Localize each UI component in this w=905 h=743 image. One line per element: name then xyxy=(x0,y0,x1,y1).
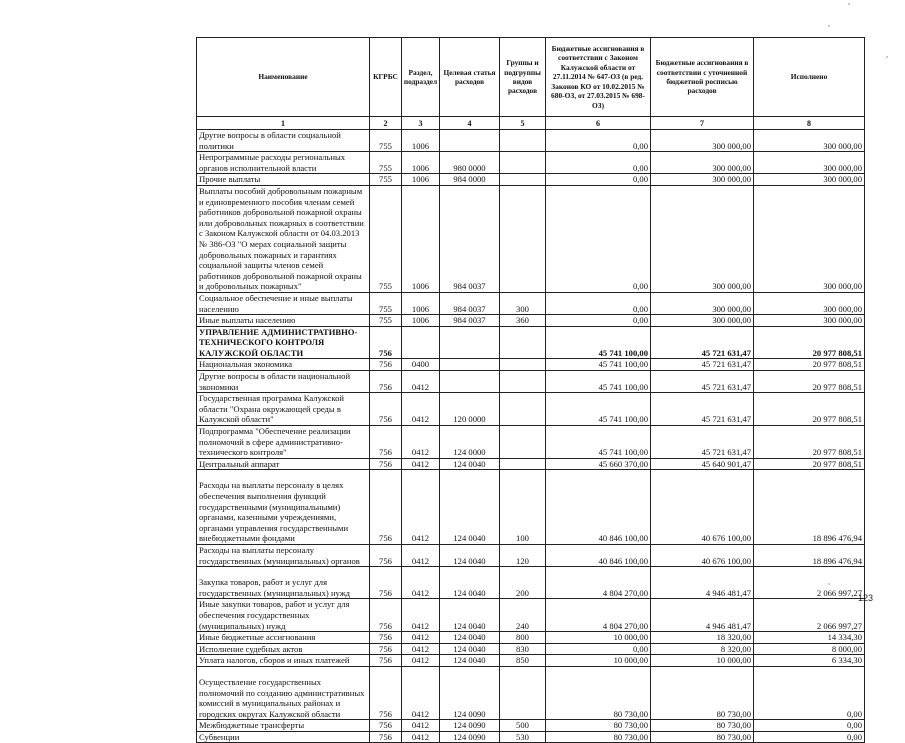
cell-target: 120 0000 xyxy=(440,393,500,426)
header-target: Целевая статья расходов xyxy=(440,38,500,117)
cell-group xyxy=(500,130,546,152)
table-row xyxy=(197,292,865,314)
cell-section: 0412 xyxy=(402,655,440,667)
cell-refined: 18 320,00 xyxy=(651,632,754,644)
cell-law: 4 804 270,00 xyxy=(546,599,651,632)
cell-target: 984 0000 xyxy=(440,174,500,186)
cell-target: 124 0040 xyxy=(440,544,500,566)
cell-executed: 6 334,30 xyxy=(754,655,865,667)
cell-name: Иные закупки товаров, работ и услуг для обеспечения государственных (муниципальных) нужд xyxy=(197,599,370,632)
cell-kgrbs: 755 xyxy=(370,185,402,292)
cell-law: 0,00 xyxy=(546,130,651,152)
col-number: 8 xyxy=(754,117,865,130)
cell-target: 124 0040 xyxy=(440,599,500,632)
cell-section: 1006 xyxy=(402,152,440,174)
cell-kgrbs: 756 xyxy=(370,458,402,470)
cell-group: 530 xyxy=(500,731,546,743)
table-row xyxy=(197,458,865,470)
cell-target: 980 0000 xyxy=(440,152,500,174)
cell-name: Уплата налогов, сборов и иных платежей xyxy=(197,655,370,667)
cell-refined: 8 320,00 xyxy=(651,643,754,655)
cell-executed: 300 000,00 xyxy=(754,185,865,292)
page-number: 123 xyxy=(858,593,874,603)
cell-refined: 4 946 481,47 xyxy=(651,567,754,599)
cell-section: 0412 xyxy=(402,731,440,743)
cell-refined: 300 000,00 xyxy=(651,315,754,327)
cell-law: 45 660 370,00 xyxy=(546,458,651,470)
table-row xyxy=(197,567,865,599)
cell-executed: 14 334,30 xyxy=(754,632,865,644)
cell-executed: 2 066 997,27 xyxy=(754,567,865,599)
cell-kgrbs: 755 xyxy=(370,315,402,327)
cell-refined: 10 000,00 xyxy=(651,655,754,667)
budget-execution-table xyxy=(196,37,865,743)
cell-law: 0,00 xyxy=(546,185,651,292)
cell-group: 500 xyxy=(500,720,546,732)
cell-target: 124 0040 xyxy=(440,470,500,545)
cell-refined: 45 721 631,47 xyxy=(651,426,754,459)
cell-refined: 40 676 100,00 xyxy=(651,544,754,566)
cell-target: 124 0040 xyxy=(440,655,500,667)
cell-target: 124 0040 xyxy=(440,632,500,644)
col-number: 5 xyxy=(500,117,546,130)
cell-target xyxy=(440,326,500,359)
cell-kgrbs: 756 xyxy=(370,567,402,599)
cell-law: 4 804 270,00 xyxy=(546,567,651,599)
cell-section: 0412 xyxy=(402,544,440,566)
cell-executed: 18 896 476,94 xyxy=(754,544,865,566)
cell-group xyxy=(500,326,546,359)
cell-group: 850 xyxy=(500,655,546,667)
cell-executed: 20 977 808,51 xyxy=(754,359,865,371)
table-row xyxy=(197,599,865,632)
cell-name: Иные бюджетные ассигнования xyxy=(197,632,370,644)
cell-refined: 45 721 631,47 xyxy=(651,393,754,426)
cell-section: 0412 xyxy=(402,458,440,470)
cell-kgrbs: 756 xyxy=(370,426,402,459)
cell-law: 0,00 xyxy=(546,643,651,655)
cell-group: 100 xyxy=(500,470,546,545)
col-number: 6 xyxy=(546,117,651,130)
cell-target: 124 0040 xyxy=(440,567,500,599)
cell-executed: 20 977 808,51 xyxy=(754,326,865,359)
column-numbers-row xyxy=(197,117,865,130)
cell-refined: 300 000,00 xyxy=(651,130,754,152)
header-name: Наименование xyxy=(197,38,370,117)
cell-law: 45 741 100,00 xyxy=(546,393,651,426)
cell-kgrbs: 756 xyxy=(370,731,402,743)
cell-law: 40 846 100,00 xyxy=(546,470,651,545)
cell-target: 984 0037 xyxy=(440,292,500,314)
cell-executed: 0,00 xyxy=(754,731,865,743)
table-row xyxy=(197,174,865,186)
cell-name: Межбюджетные трансферты xyxy=(197,720,370,732)
cell-name: Государственная программа Калужской области "Охрана окружающей среды в Калужской области" xyxy=(197,393,370,426)
cell-name: Осуществление государственных полномочий по созданию административных комиссий в муниципальных районах и городских округах Калужской области xyxy=(197,666,370,719)
col-number: 7 xyxy=(651,117,754,130)
cell-kgrbs: 755 xyxy=(370,152,402,174)
cell-law: 0,00 xyxy=(546,292,651,314)
cell-section: 1006 xyxy=(402,315,440,327)
table-row xyxy=(197,185,865,292)
scan-speck xyxy=(886,56,888,58)
cell-executed: 20 977 808,51 xyxy=(754,458,865,470)
cell-kgrbs: 756 xyxy=(370,371,402,393)
cell-executed: 300 000,00 xyxy=(754,130,865,152)
col-number: 2 xyxy=(370,117,402,130)
cell-section: 0412 xyxy=(402,393,440,426)
cell-kgrbs: 756 xyxy=(370,326,402,359)
header-executed: Исполнено xyxy=(754,38,865,117)
cell-group: 240 xyxy=(500,599,546,632)
table-row xyxy=(197,359,865,371)
cell-executed: 18 896 476,94 xyxy=(754,470,865,545)
cell-kgrbs: 756 xyxy=(370,720,402,732)
cell-group xyxy=(500,393,546,426)
cell-group xyxy=(500,174,546,186)
cell-refined: 80 730,00 xyxy=(651,731,754,743)
cell-executed: 8 000,00 xyxy=(754,643,865,655)
cell-executed: 20 977 808,51 xyxy=(754,393,865,426)
cell-refined: 45 721 631,47 xyxy=(651,371,754,393)
cell-refined: 80 730,00 xyxy=(651,666,754,719)
cell-law: 45 741 100,00 xyxy=(546,326,651,359)
cell-executed: 20 977 808,51 xyxy=(754,371,865,393)
cell-kgrbs: 756 xyxy=(370,470,402,545)
cell-section: 0412 xyxy=(402,470,440,545)
cell-group xyxy=(500,359,546,371)
cell-name: Другие вопросы в области национальной экономики xyxy=(197,371,370,393)
table-body xyxy=(197,130,865,743)
cell-group: 200 xyxy=(500,567,546,599)
cell-section: 0412 xyxy=(402,426,440,459)
cell-name: Субвенции xyxy=(197,731,370,743)
cell-kgrbs: 756 xyxy=(370,544,402,566)
cell-group xyxy=(500,371,546,393)
cell-group xyxy=(500,458,546,470)
header-section: Раздел, подраздел xyxy=(402,38,440,117)
cell-kgrbs: 756 xyxy=(370,359,402,371)
cell-executed: 300 000,00 xyxy=(754,174,865,186)
header-assign-refined: Бюджетные ассигнования в соответствии с уточненной бюджетной росписью расходов xyxy=(651,38,754,117)
cell-name: Другие вопросы в области социальной политики xyxy=(197,130,370,152)
cell-law: 45 741 100,00 xyxy=(546,359,651,371)
cell-section: 1006 xyxy=(402,292,440,314)
table-row xyxy=(197,393,865,426)
cell-name: Подпрограмма "Обеспечение реализации полномочий в сфере административно-технического контроля" xyxy=(197,426,370,459)
cell-group xyxy=(500,185,546,292)
cell-name: Прочие выплаты xyxy=(197,174,370,186)
cell-group: 360 xyxy=(500,315,546,327)
cell-target: 124 0090 xyxy=(440,666,500,719)
cell-executed: 300 000,00 xyxy=(754,292,865,314)
cell-name: Исполнение судебных актов xyxy=(197,643,370,655)
cell-group: 800 xyxy=(500,632,546,644)
table-row xyxy=(197,655,865,667)
cell-name: Центральный аппарат xyxy=(197,458,370,470)
cell-target: 984 0037 xyxy=(440,315,500,327)
scan-speck xyxy=(828,583,830,585)
cell-name: УПРАВЛЕНИЕ АДМИНИСТРАТИВНО-ТЕХНИЧЕСКОГО КОНТРОЛЯ КАЛУЖСКОЙ ОБЛАСТИ xyxy=(197,326,370,359)
cell-section: 1006 xyxy=(402,174,440,186)
cell-group: 300 xyxy=(500,292,546,314)
cell-kgrbs: 756 xyxy=(370,655,402,667)
cell-group xyxy=(500,666,546,719)
cell-law: 45 741 100,00 xyxy=(546,426,651,459)
cell-target: 984 0037 xyxy=(440,185,500,292)
cell-kgrbs: 756 xyxy=(370,666,402,719)
cell-kgrbs: 756 xyxy=(370,643,402,655)
table-row xyxy=(197,720,865,732)
cell-group xyxy=(500,426,546,459)
table-row xyxy=(197,130,865,152)
cell-name: Закупка товаров, работ и услуг для государственных (муниципальных) нужд xyxy=(197,567,370,599)
cell-executed: 2 066 997,27 xyxy=(754,599,865,632)
cell-refined: 45 721 631,47 xyxy=(651,326,754,359)
cell-executed: 0,00 xyxy=(754,720,865,732)
table-row xyxy=(197,666,865,719)
cell-refined: 300 000,00 xyxy=(651,292,754,314)
cell-name: Иные выплаты населению xyxy=(197,315,370,327)
cell-target: 124 0040 xyxy=(440,458,500,470)
scan-speck xyxy=(828,25,830,27)
cell-executed: 20 977 808,51 xyxy=(754,426,865,459)
cell-section: 1006 xyxy=(402,185,440,292)
cell-name: Расходы на выплаты персоналу государственных (муниципальных) органов xyxy=(197,544,370,566)
cell-law: 80 730,00 xyxy=(546,731,651,743)
table-row xyxy=(197,371,865,393)
cell-kgrbs: 756 xyxy=(370,599,402,632)
cell-refined: 300 000,00 xyxy=(651,152,754,174)
table-row xyxy=(197,315,865,327)
cell-law: 0,00 xyxy=(546,174,651,186)
cell-refined: 45 721 631,47 xyxy=(651,359,754,371)
cell-kgrbs: 756 xyxy=(370,393,402,426)
cell-refined: 300 000,00 xyxy=(651,174,754,186)
cell-target: 124 0040 xyxy=(440,643,500,655)
table-row xyxy=(197,731,865,743)
cell-section: 1006 xyxy=(402,130,440,152)
cell-target: 124 0090 xyxy=(440,731,500,743)
cell-refined: 300 000,00 xyxy=(651,185,754,292)
cell-law: 45 741 100,00 xyxy=(546,371,651,393)
cell-kgrbs: 756 xyxy=(370,632,402,644)
col-number: 1 xyxy=(197,117,370,130)
cell-name: Расходы на выплаты персоналу в целях обеспечения выполнения функций государственными (муниципальными) органами, казенными учреждениями, органами управления государственными внебюджетными фондами xyxy=(197,470,370,545)
cell-section xyxy=(402,326,440,359)
cell-name: Национальная экономика xyxy=(197,359,370,371)
cell-section: 0412 xyxy=(402,371,440,393)
cell-section: 0412 xyxy=(402,567,440,599)
cell-section: 0412 xyxy=(402,599,440,632)
cell-law: 10 000,00 xyxy=(546,655,651,667)
cell-name: Социальное обеспечение и иные выплаты населению xyxy=(197,292,370,314)
cell-refined: 45 640 901,47 xyxy=(651,458,754,470)
cell-executed: 300 000,00 xyxy=(754,152,865,174)
cell-section: 0400 xyxy=(402,359,440,371)
col-number: 3 xyxy=(402,117,440,130)
cell-group: 830 xyxy=(500,643,546,655)
cell-section: 0412 xyxy=(402,632,440,644)
header-assign-law: Бюджетные ассигнования в соответствии с Законом Калужской области от 27.11.2014 № 647-ОЗ (в ред. Законов КО от 10.02.2015 № 680-ОЗ, от 27.03.2015 № 698-ОЗ) xyxy=(546,38,651,117)
cell-group: 120 xyxy=(500,544,546,566)
table-row xyxy=(197,470,865,545)
scan-speck xyxy=(848,3,850,5)
cell-name: Непрограммные расходы региональных органов исполнительной власти xyxy=(197,152,370,174)
table-row xyxy=(197,326,865,359)
cell-law: 80 730,00 xyxy=(546,720,651,732)
table-row xyxy=(197,152,865,174)
cell-law: 0,00 xyxy=(546,152,651,174)
cell-executed: 300 000,00 xyxy=(754,315,865,327)
header-kgrbs: КГРБС xyxy=(370,38,402,117)
cell-section: 0412 xyxy=(402,666,440,719)
cell-target xyxy=(440,371,500,393)
cell-kgrbs: 755 xyxy=(370,130,402,152)
table-header-row xyxy=(197,38,865,117)
cell-law: 80 730,00 xyxy=(546,666,651,719)
cell-target: 124 0000 xyxy=(440,426,500,459)
table-row xyxy=(197,632,865,644)
cell-target: 124 0090 xyxy=(440,720,500,732)
cell-section: 0412 xyxy=(402,643,440,655)
cell-law: 0,00 xyxy=(546,315,651,327)
header-groups: Группы и подгруппы видов расходов xyxy=(500,38,546,117)
cell-kgrbs: 755 xyxy=(370,292,402,314)
cell-group xyxy=(500,152,546,174)
cell-section: 0412 xyxy=(402,720,440,732)
cell-refined: 4 946 481,47 xyxy=(651,599,754,632)
table-row xyxy=(197,643,865,655)
table-row xyxy=(197,544,865,566)
cell-kgrbs: 755 xyxy=(370,174,402,186)
cell-executed: 0,00 xyxy=(754,666,865,719)
cell-law: 40 846 100,00 xyxy=(546,544,651,566)
cell-law: 10 000,00 xyxy=(546,632,651,644)
col-number: 4 xyxy=(440,117,500,130)
cell-refined: 80 730,00 xyxy=(651,720,754,732)
cell-target xyxy=(440,130,500,152)
table-row xyxy=(197,426,865,459)
cell-name: Выплаты пособий добровольным пожарным и единовременного пособия членам семей работников добровольной пожарной охраны или добровольных пожарных в соответствии с Законом Калужской области от 04.03.2013 № 386-ОЗ "О мерах социальной защиты добровольных пожарных и гарантиях социальной защиты членов семей работников добровольной пожарной охраны и добровольных пожарных" xyxy=(197,185,370,292)
cell-target xyxy=(440,359,500,371)
cell-refined: 40 676 100,00 xyxy=(651,470,754,545)
